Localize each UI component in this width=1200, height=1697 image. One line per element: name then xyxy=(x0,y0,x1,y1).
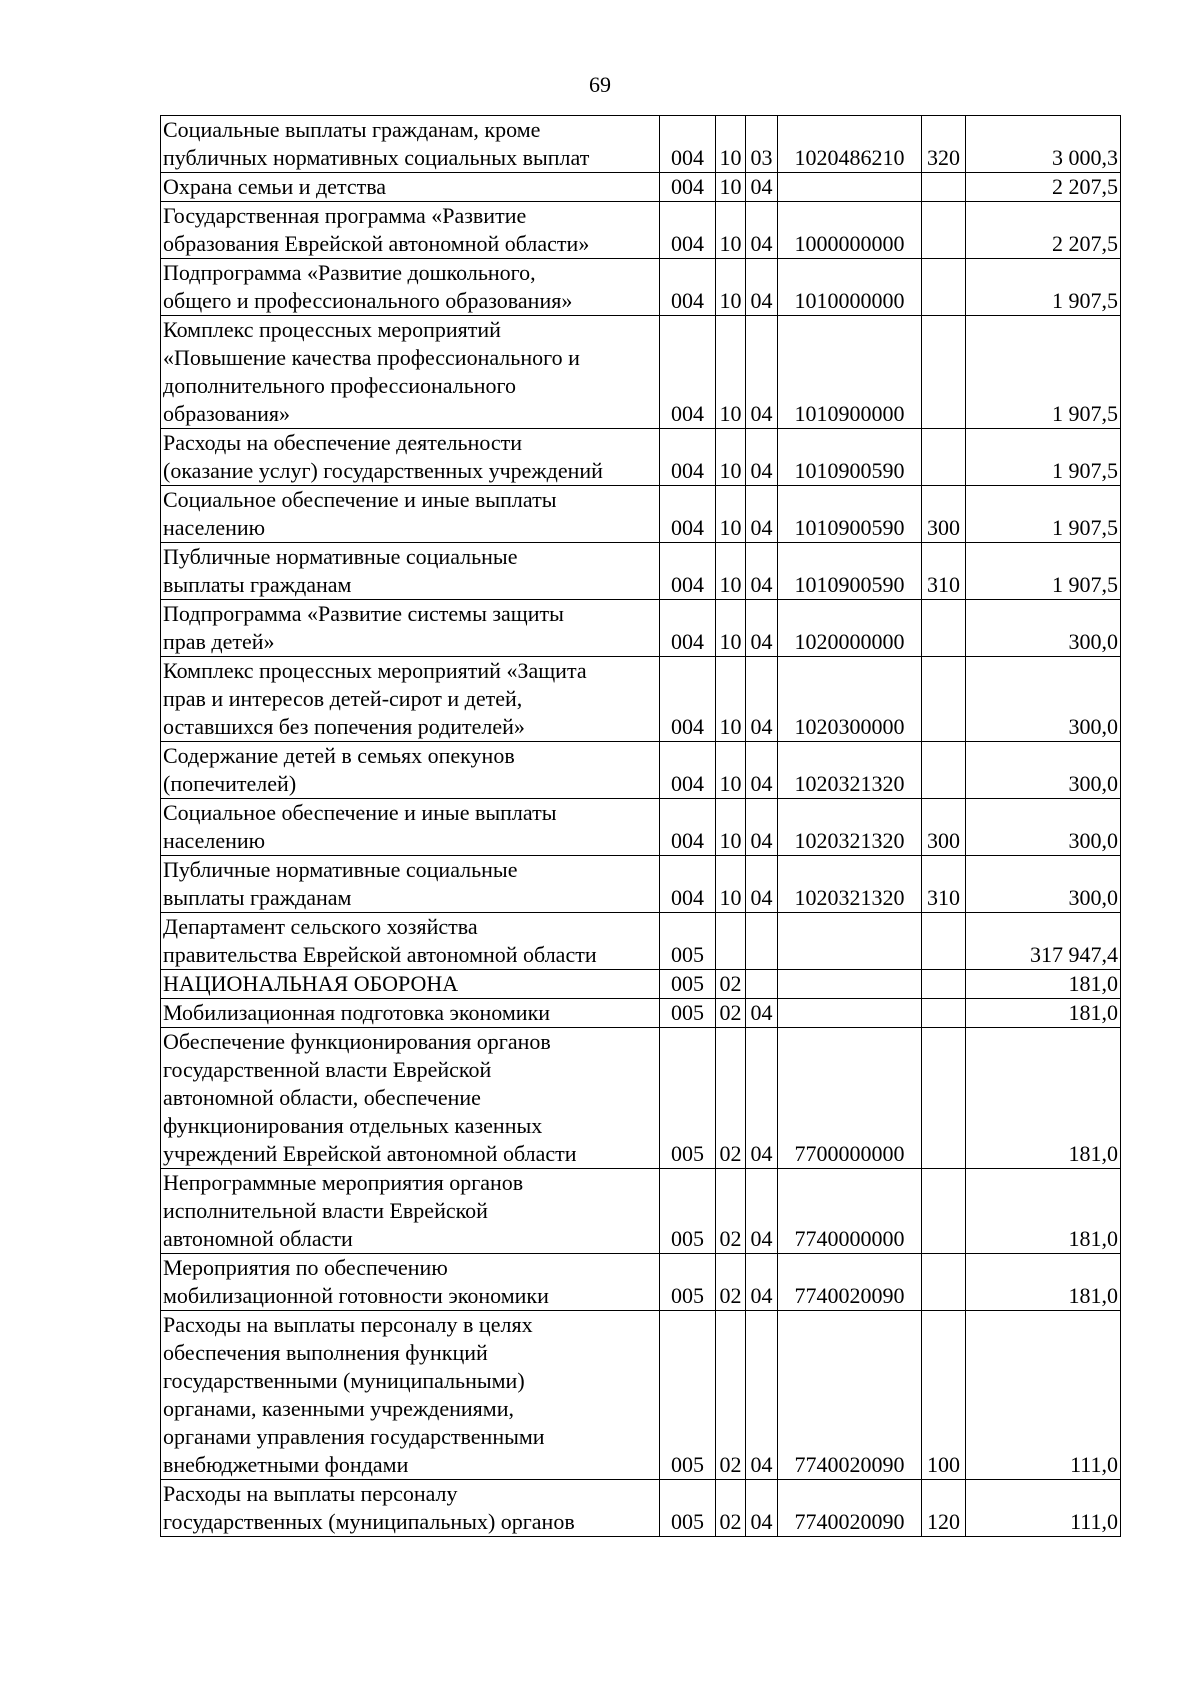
section-code-cell: 10 xyxy=(716,742,746,799)
row-name-cell: Социальные выплаты гражданам, кроме публичных нормативных социальных выплат xyxy=(161,116,660,173)
ministry-code-cell: 004 xyxy=(660,486,716,543)
row-name-cell: Комплекс процессных мероприятий «Повышение качества профессионального и дополнительного профессионального образования» xyxy=(161,316,660,429)
table-row xyxy=(161,657,1121,742)
amount-cell: 1 907,5 xyxy=(966,429,1121,486)
table-row xyxy=(161,173,1121,202)
target-article-code-cell xyxy=(778,970,922,999)
expense-type-code-cell xyxy=(922,1254,966,1311)
table-row xyxy=(161,913,1121,970)
subsection-code-cell: 04 xyxy=(746,1480,778,1537)
expense-type-code-cell xyxy=(922,202,966,259)
table-row xyxy=(161,1028,1121,1169)
target-article-code-cell: 1010900000 xyxy=(778,316,922,429)
subsection-code-cell: 04 xyxy=(746,1311,778,1480)
amount-cell: 1 907,5 xyxy=(966,486,1121,543)
amount-cell: 181,0 xyxy=(966,1028,1121,1169)
table-row xyxy=(161,543,1121,600)
subsection-code-cell xyxy=(746,970,778,999)
amount-cell: 111,0 xyxy=(966,1480,1121,1537)
section-code-cell xyxy=(716,913,746,970)
section-code-cell: 02 xyxy=(716,1254,746,1311)
ministry-code-cell: 005 xyxy=(660,1311,716,1480)
budget-table xyxy=(160,115,1121,1537)
amount-cell: 300,0 xyxy=(966,742,1121,799)
target-article-code-cell: 7700000000 xyxy=(778,1028,922,1169)
expense-type-code-cell xyxy=(922,999,966,1028)
section-code-cell: 10 xyxy=(716,856,746,913)
section-code-cell: 02 xyxy=(716,1480,746,1537)
section-code-cell: 10 xyxy=(716,116,746,173)
table-row xyxy=(161,486,1121,543)
row-name-cell: Департамент сельского хозяйства правительства Еврейской автономной области xyxy=(161,913,660,970)
row-name-cell: Расходы на выплаты персоналу в целях обеспечения выполнения функций государственными (муниципальными) органами, казенными учреждениями, органами управления государственными внебюджетными фондами xyxy=(161,1311,660,1480)
target-article-code-cell: 1010000000 xyxy=(778,259,922,316)
expense-type-code-cell: 300 xyxy=(922,486,966,543)
row-name-cell: Мероприятия по обеспечению мобилизационной готовности экономики xyxy=(161,1254,660,1311)
ministry-code-cell: 004 xyxy=(660,316,716,429)
expense-type-code-cell xyxy=(922,259,966,316)
amount-cell: 181,0 xyxy=(966,1169,1121,1254)
expense-type-code-cell: 320 xyxy=(922,116,966,173)
table-row xyxy=(161,202,1121,259)
section-code-cell: 10 xyxy=(716,600,746,657)
amount-cell: 111,0 xyxy=(966,1311,1121,1480)
target-article-code-cell: 1020321320 xyxy=(778,799,922,856)
section-code-cell: 10 xyxy=(716,259,746,316)
expense-type-code-cell xyxy=(922,429,966,486)
subsection-code-cell: 04 xyxy=(746,742,778,799)
expense-type-code-cell xyxy=(922,173,966,202)
target-article-code-cell: 1010900590 xyxy=(778,486,922,543)
row-name-cell: Содержание детей в семьях опекунов (попечителей) xyxy=(161,742,660,799)
target-article-code-cell: 1020300000 xyxy=(778,657,922,742)
amount-cell: 181,0 xyxy=(966,1254,1121,1311)
section-code-cell: 10 xyxy=(716,202,746,259)
section-code-cell: 10 xyxy=(716,429,746,486)
expense-type-code-cell xyxy=(922,1028,966,1169)
section-code-cell: 10 xyxy=(716,486,746,543)
target-article-code-cell: 1020486210 xyxy=(778,116,922,173)
amount-cell: 300,0 xyxy=(966,856,1121,913)
amount-cell: 181,0 xyxy=(966,970,1121,999)
row-name-cell: Расходы на обеспечение деятельности (оказание услуг) государственных учреждений xyxy=(161,429,660,486)
table-row xyxy=(161,429,1121,486)
table-row xyxy=(161,856,1121,913)
table-row xyxy=(161,1480,1121,1537)
table-row xyxy=(161,316,1121,429)
row-name-cell: Государственная программа «Развитие образования Еврейской автономной области» xyxy=(161,202,660,259)
ministry-code-cell: 004 xyxy=(660,429,716,486)
ministry-code-cell: 004 xyxy=(660,657,716,742)
section-code-cell: 02 xyxy=(716,970,746,999)
subsection-code-cell: 04 xyxy=(746,259,778,316)
row-name-cell: Подпрограмма «Развитие дошкольного, общего и профессионального образования» xyxy=(161,259,660,316)
row-name-cell: Непрограммные мероприятия органов исполнительной власти Еврейской автономной области xyxy=(161,1169,660,1254)
expense-type-code-cell xyxy=(922,657,966,742)
amount-cell: 181,0 xyxy=(966,999,1121,1028)
row-name-cell: Охрана семьи и детства xyxy=(161,173,660,202)
expense-type-code-cell: 300 xyxy=(922,799,966,856)
expense-type-code-cell xyxy=(922,600,966,657)
section-code-cell: 02 xyxy=(716,999,746,1028)
expense-type-code-cell xyxy=(922,913,966,970)
target-article-code-cell xyxy=(778,913,922,970)
ministry-code-cell: 005 xyxy=(660,1028,716,1169)
row-name-cell: НАЦИОНАЛЬНАЯ ОБОРОНА xyxy=(161,970,660,999)
subsection-code-cell: 04 xyxy=(746,657,778,742)
expense-type-code-cell: 100 xyxy=(922,1311,966,1480)
target-article-code-cell: 7740020090 xyxy=(778,1480,922,1537)
ministry-code-cell: 005 xyxy=(660,1480,716,1537)
budget-table-body xyxy=(161,116,1121,1537)
amount-cell: 300,0 xyxy=(966,657,1121,742)
row-name-cell: Комплекс процессных мероприятий «Защита прав и интересов детей-сирот и детей, оставшихся без попечения родителей» xyxy=(161,657,660,742)
section-code-cell: 02 xyxy=(716,1028,746,1169)
ministry-code-cell: 004 xyxy=(660,173,716,202)
target-article-code-cell: 1010900590 xyxy=(778,429,922,486)
subsection-code-cell: 04 xyxy=(746,316,778,429)
expense-type-code-cell xyxy=(922,1169,966,1254)
subsection-code-cell: 04 xyxy=(746,1028,778,1169)
expense-type-code-cell: 310 xyxy=(922,856,966,913)
subsection-code-cell: 04 xyxy=(746,1254,778,1311)
target-article-code-cell xyxy=(778,999,922,1028)
section-code-cell: 10 xyxy=(716,316,746,429)
subsection-code-cell: 04 xyxy=(746,799,778,856)
subsection-code-cell: 04 xyxy=(746,486,778,543)
amount-cell: 1 907,5 xyxy=(966,259,1121,316)
target-article-code-cell: 1020000000 xyxy=(778,600,922,657)
table-row xyxy=(161,742,1121,799)
table-row xyxy=(161,1169,1121,1254)
row-name-cell: Социальное обеспечение и иные выплаты населению xyxy=(161,486,660,543)
amount-cell: 2 207,5 xyxy=(966,202,1121,259)
subsection-code-cell: 04 xyxy=(746,1169,778,1254)
subsection-code-cell: 04 xyxy=(746,202,778,259)
subsection-code-cell: 04 xyxy=(746,856,778,913)
target-article-code-cell: 1000000000 xyxy=(778,202,922,259)
section-code-cell: 02 xyxy=(716,1169,746,1254)
row-name-cell: Обеспечение функционирования органов государственной власти Еврейской автономной области, обеспечение функционирования отдельных казенных учреждений Еврейской автономной области xyxy=(161,1028,660,1169)
subsection-code-cell: 04 xyxy=(746,543,778,600)
ministry-code-cell: 004 xyxy=(660,116,716,173)
subsection-code-cell: 04 xyxy=(746,999,778,1028)
table-row xyxy=(161,970,1121,999)
table-row xyxy=(161,116,1121,173)
ministry-code-cell: 004 xyxy=(660,202,716,259)
table-row xyxy=(161,999,1121,1028)
ministry-code-cell: 005 xyxy=(660,1254,716,1311)
row-name-cell: Социальное обеспечение и иные выплаты населению xyxy=(161,799,660,856)
table-row xyxy=(161,259,1121,316)
subsection-code-cell: 04 xyxy=(746,429,778,486)
row-name-cell: Публичные нормативные социальные выплаты гражданам xyxy=(161,543,660,600)
table-row xyxy=(161,1311,1121,1480)
table-row xyxy=(161,600,1121,657)
ministry-code-cell: 004 xyxy=(660,856,716,913)
subsection-code-cell xyxy=(746,913,778,970)
table-row xyxy=(161,1254,1121,1311)
ministry-code-cell: 004 xyxy=(660,600,716,657)
amount-cell: 1 907,5 xyxy=(966,543,1121,600)
subsection-code-cell: 04 xyxy=(746,600,778,657)
ministry-code-cell: 005 xyxy=(660,970,716,999)
section-code-cell: 10 xyxy=(716,657,746,742)
ministry-code-cell: 004 xyxy=(660,742,716,799)
target-article-code-cell: 1020321320 xyxy=(778,742,922,799)
ministry-code-cell: 004 xyxy=(660,543,716,600)
target-article-code-cell: 7740020090 xyxy=(778,1254,922,1311)
subsection-code-cell: 03 xyxy=(746,116,778,173)
expense-type-code-cell: 310 xyxy=(922,543,966,600)
target-article-code-cell: 7740020090 xyxy=(778,1311,922,1480)
amount-cell: 300,0 xyxy=(966,799,1121,856)
ministry-code-cell: 004 xyxy=(660,259,716,316)
row-name-cell: Мобилизационная подготовка экономики xyxy=(161,999,660,1028)
target-article-code-cell xyxy=(778,173,922,202)
subsection-code-cell: 04 xyxy=(746,173,778,202)
section-code-cell: 10 xyxy=(716,799,746,856)
ministry-code-cell: 005 xyxy=(660,1169,716,1254)
table-row xyxy=(161,799,1121,856)
expense-type-code-cell xyxy=(922,970,966,999)
row-name-cell: Подпрограмма «Развитие системы защиты прав детей» xyxy=(161,600,660,657)
target-article-code-cell: 7740000000 xyxy=(778,1169,922,1254)
row-name-cell: Публичные нормативные социальные выплаты гражданам xyxy=(161,856,660,913)
target-article-code-cell: 1020321320 xyxy=(778,856,922,913)
amount-cell: 317 947,4 xyxy=(966,913,1121,970)
section-code-cell: 10 xyxy=(716,543,746,600)
row-name-cell: Расходы на выплаты персоналу государственных (муниципальных) органов xyxy=(161,1480,660,1537)
ministry-code-cell: 005 xyxy=(660,999,716,1028)
ministry-code-cell: 004 xyxy=(660,799,716,856)
ministry-code-cell: 005 xyxy=(660,913,716,970)
section-code-cell: 10 xyxy=(716,173,746,202)
amount-cell: 2 207,5 xyxy=(966,173,1121,202)
target-article-code-cell: 1010900590 xyxy=(778,543,922,600)
expense-type-code-cell xyxy=(922,742,966,799)
page-number: 69 xyxy=(589,72,611,97)
section-code-cell: 02 xyxy=(716,1311,746,1480)
amount-cell: 3 000,3 xyxy=(966,116,1121,173)
expense-type-code-cell: 120 xyxy=(922,1480,966,1537)
amount-cell: 1 907,5 xyxy=(966,316,1121,429)
expense-type-code-cell xyxy=(922,316,966,429)
amount-cell: 300,0 xyxy=(966,600,1121,657)
